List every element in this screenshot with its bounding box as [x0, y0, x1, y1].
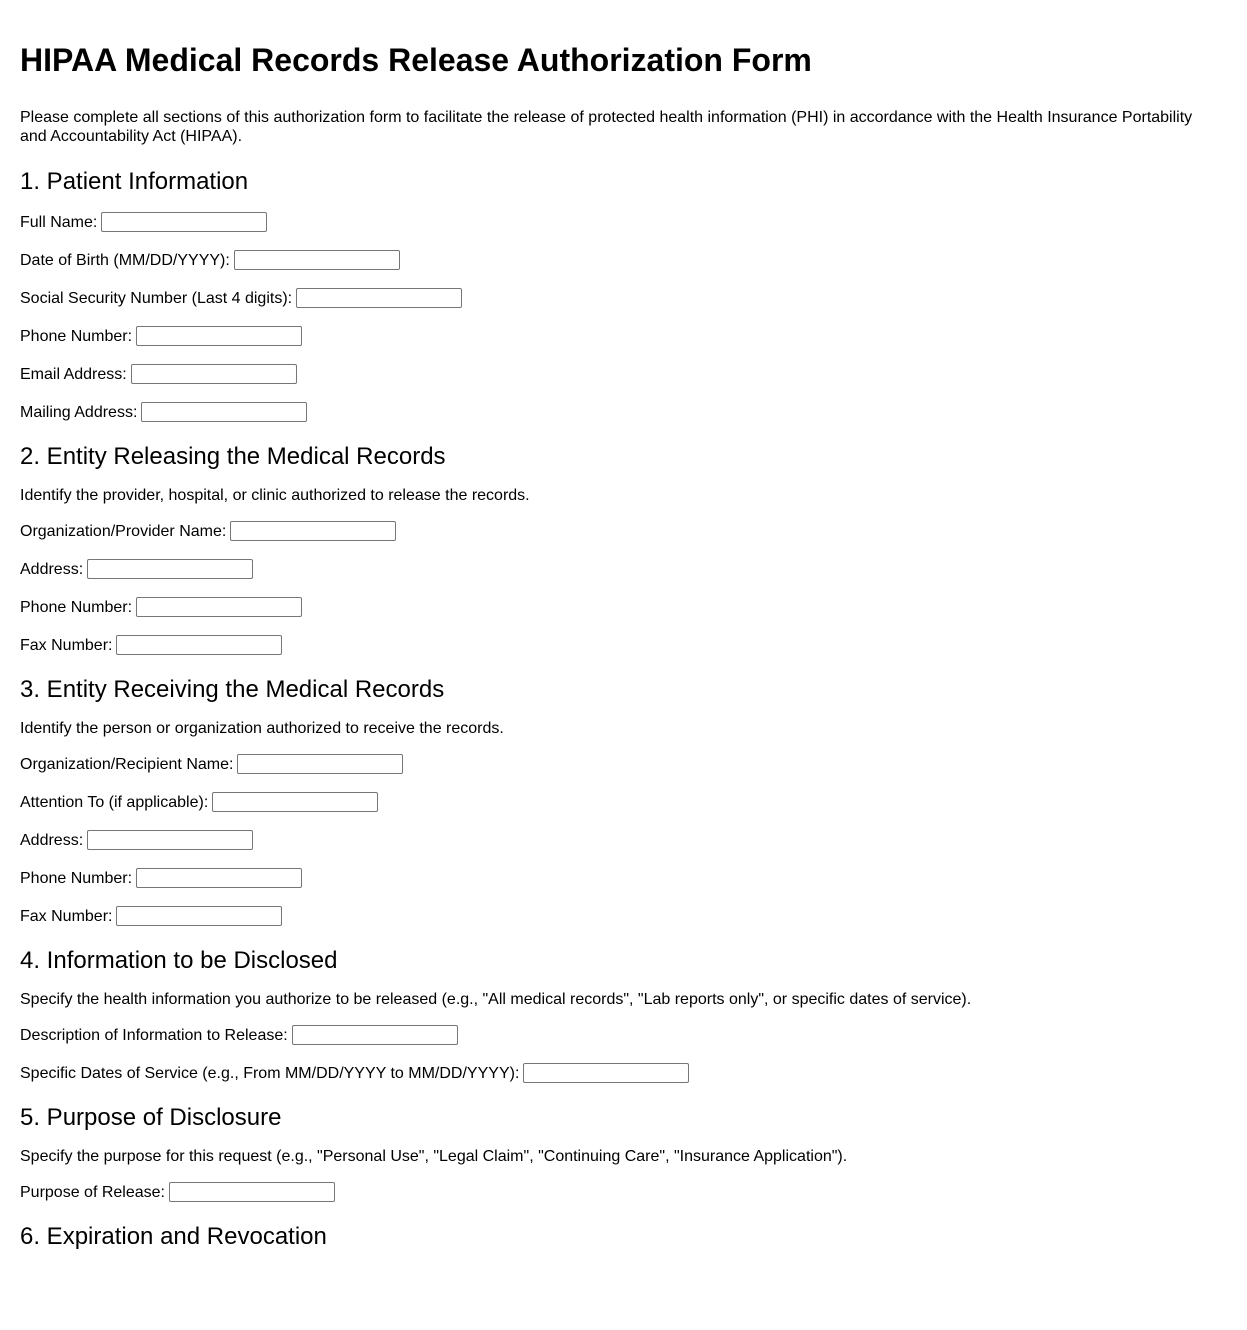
field-row — [20, 1062, 1227, 1084]
field-row — [20, 1024, 1227, 1046]
section-information-disclosed — [20, 947, 1227, 1084]
field-label: Organization/Provider Name: — [20, 522, 227, 540]
field-label: Address: — [20, 560, 84, 578]
form-page — [0, 42, 1247, 1251]
field-label: Description of Information to Release: — [20, 1026, 288, 1044]
field-row — [20, 1181, 1227, 1203]
field-row — [20, 829, 1227, 851]
purpose-of-release-input[interactable] — [169, 1182, 335, 1202]
field-label: Address: — [20, 831, 84, 849]
field-label: Phone Number: — [20, 869, 133, 887]
mailing-address-input[interactable] — [141, 402, 307, 422]
releasing-fax-input[interactable] — [116, 635, 282, 655]
field-row — [20, 867, 1227, 889]
information-description-input[interactable] — [292, 1025, 458, 1045]
releasing-phone-input[interactable] — [136, 597, 302, 617]
field-label: Fax Number: — [20, 907, 113, 925]
releasing-organization-input[interactable] — [230, 521, 396, 541]
attention-to-input[interactable] — [212, 792, 378, 812]
section-releasing-entity — [20, 443, 1227, 656]
full-name-input[interactable] — [101, 212, 267, 232]
dates-of-service-input[interactable] — [523, 1063, 689, 1083]
field-label: Email Address: — [20, 365, 127, 383]
email-address-input[interactable] — [131, 364, 297, 384]
field-label: Phone Number: — [20, 598, 133, 616]
section-receiving-entity — [20, 676, 1227, 927]
section-patient-information — [20, 168, 1227, 423]
recipient-address-input[interactable] — [87, 830, 253, 850]
field-label: Fax Number: — [20, 636, 113, 654]
section-description: Identify the provider, hospital, or clinic authorized to release the records. — [20, 487, 530, 504]
field-label: Mailing Address: — [20, 403, 138, 421]
field-row — [20, 753, 1227, 775]
field-label: Organization/Recipient Name: — [20, 755, 234, 773]
section-description: Specify the health information you authorize to be released (e.g., "All medical records", "Lab reports only", or specific dates of service). — [20, 991, 972, 1008]
field-row — [20, 401, 1227, 423]
recipient-organization-input[interactable] — [237, 754, 403, 774]
section-description: Specify the purpose for this request (e.g., "Personal Use", "Legal Claim", "Continuing Care", "Insurance Application"). — [20, 1148, 848, 1165]
field-row — [20, 558, 1227, 580]
recipient-phone-input[interactable] — [136, 868, 302, 888]
ssn-last4-input[interactable] — [296, 288, 462, 308]
field-label: Specific Dates of Service (e.g., From MM/DD/YYYY to MM/DD/YYYY): — [20, 1064, 520, 1082]
section-purpose-of-disclosure — [20, 1104, 1227, 1203]
field-label: Date of Birth (MM/DD/YYYY): — [20, 251, 230, 269]
field-row — [20, 325, 1227, 347]
field-row — [20, 249, 1227, 271]
section-heading: 5. Purpose of Disclosure — [20, 1104, 282, 1131]
field-row — [20, 287, 1227, 309]
field-row — [20, 211, 1227, 233]
field-row — [20, 596, 1227, 618]
field-row — [20, 520, 1227, 542]
field-label: Attention To (if applicable): — [20, 793, 209, 811]
patient-phone-input[interactable] — [136, 326, 302, 346]
field-label: Social Security Number (Last 4 digits): — [20, 289, 293, 307]
date-of-birth-input[interactable] — [234, 250, 400, 270]
recipient-fax-input[interactable] — [116, 906, 282, 926]
field-row — [20, 905, 1227, 927]
section-heading: 1. Patient Information — [20, 168, 249, 195]
field-label: Phone Number: — [20, 327, 133, 345]
section-expiration-revocation — [20, 1223, 1227, 1251]
field-row — [20, 634, 1227, 656]
page-title: HIPAA Medical Records Release Authorization Form — [20, 42, 812, 78]
section-heading: 6. Expiration and Revocation — [20, 1223, 327, 1250]
section-description: Identify the person or organization authorized to receive the records. — [20, 720, 504, 737]
section-heading: 4. Information to be Disclosed — [20, 947, 338, 974]
intro-text: Please complete all sections of this authorization form to facilitate the release of protected health information (PHI) in accordance with the Health Insurance Portability and Accountability Act (HIPAA). — [20, 109, 1193, 145]
field-label: Purpose of Release: — [20, 1183, 165, 1201]
field-row — [20, 363, 1227, 385]
section-heading: 3. Entity Receiving the Medical Records — [20, 676, 445, 703]
section-heading: 2. Entity Releasing the Medical Records — [20, 443, 446, 470]
field-row — [20, 791, 1227, 813]
field-label: Full Name: — [20, 213, 98, 231]
releasing-address-input[interactable] — [87, 559, 253, 579]
